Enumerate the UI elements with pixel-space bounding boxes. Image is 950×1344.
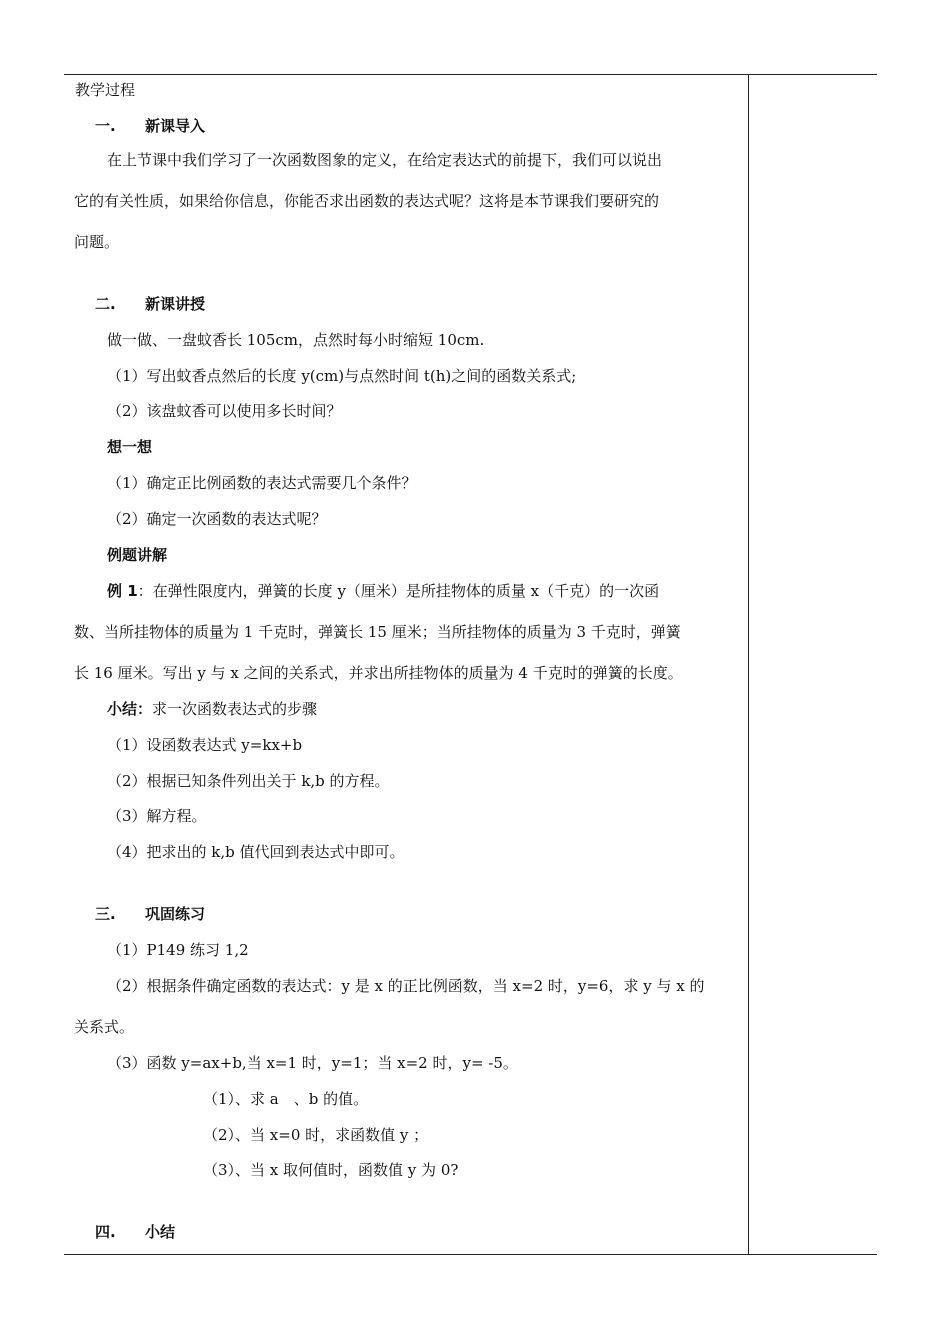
activity-question-1: （1）写出蚊香点然后的长度 y(cm)与点然时间 t(h)之间的函数关系式; <box>107 367 577 385</box>
section-1-title: 新课导入 <box>145 117 206 135</box>
activity-lead: 做一做、一盘蚊香长 105cm，点然时每小时缩短 10cm. <box>107 331 485 349</box>
summary-line <box>107 699 317 719</box>
example-line-2: 数、当所挂物体的质量为 1 千克时，弹簧长 15 厘米；当所挂物体的质量为 3 千克时，弹簧 <box>74 623 681 641</box>
section-4-title: 小结 <box>145 1223 176 1241</box>
intro-line-2: 它的有关性质，如果给你信息，你能否求出函数的表达式呢？这将是本节课我们要研究的 <box>74 192 660 210</box>
practice-3-sub-2: （2）、当 x=0 时，求函数值 y ； <box>203 1126 429 1144</box>
summary-step-2: （2）根据已知条件列出关于 k,b 的方程。 <box>107 772 390 790</box>
page-header: 教学过程 <box>75 81 136 99</box>
practice-3-sub-1: （1）、求 a 、b 的值。 <box>203 1090 369 1108</box>
intro-line-3: 问题。 <box>74 233 120 251</box>
section-4-number: 四. <box>95 1223 116 1241</box>
example-heading: 例题讲解 <box>107 546 168 564</box>
summary-step-4: （4）把求出的 k,b 值代回到表达式中即可。 <box>107 843 405 861</box>
summary-step-3: （3）解方程。 <box>107 807 207 825</box>
practice-2-line-1: （2）根据条件确定函数的表达式：y 是 x 的正比例函数，当 x=2 时，y=6，求 y 与 x 的 <box>107 977 705 995</box>
section-3-title: 巩固练习 <box>145 905 206 923</box>
think-question-1: （1）确定正比例函数的表达式需要几个条件？ <box>107 474 417 492</box>
practice-3: （3）函数 y=ax+b,当 x=1 时，y=1；当 x=2 时，y= -5。 <box>107 1054 518 1072</box>
section-2-number: 二. <box>95 295 116 313</box>
summary-label: 小结： <box>107 700 153 718</box>
section-2-title: 新课讲授 <box>145 295 206 313</box>
think-question-2: （2）确定一次函数的表达式呢？ <box>107 510 327 528</box>
summary-step-1: （1）设函数表达式 y=kx+b <box>107 736 303 754</box>
section-3-number: 三. <box>95 905 116 923</box>
think-title: 想一想 <box>107 438 153 456</box>
summary-text: 求一次函数表达式的步骤 <box>152 700 318 718</box>
column-divider <box>748 74 749 1255</box>
table-bottom-border <box>64 1254 877 1255</box>
practice-2-line-2: 关系式。 <box>74 1018 135 1036</box>
example-line-1 <box>107 581 659 601</box>
activity-question-2: （2）该盘蚊香可以使用多长时间？ <box>107 402 342 420</box>
section-1-number: 一. <box>95 117 116 135</box>
practice-1: （1）P149 练习 1,2 <box>107 941 249 959</box>
practice-3-sub-3: （3）、当 x 取何值时，函数值 y 为 0? <box>203 1161 459 1179</box>
intro-line-1: 在上节课中我们学习了一次函数图象的定义，在给定表达式的前提下，我们可以说出 <box>107 151 663 169</box>
example-line-3: 长 16 厘米。写出 y 与 x 之间的关系式，并求出所挂物体的质量为 4 千克时的弹簧的长度。 <box>74 664 683 682</box>
example-text-1: ：在弹性限度内，弹簧的长度 y（厘米）是所挂物体的质量 x（千克）的一次函 <box>137 582 660 600</box>
table-top-border <box>64 74 877 75</box>
example-label: 例 1 <box>107 582 138 600</box>
